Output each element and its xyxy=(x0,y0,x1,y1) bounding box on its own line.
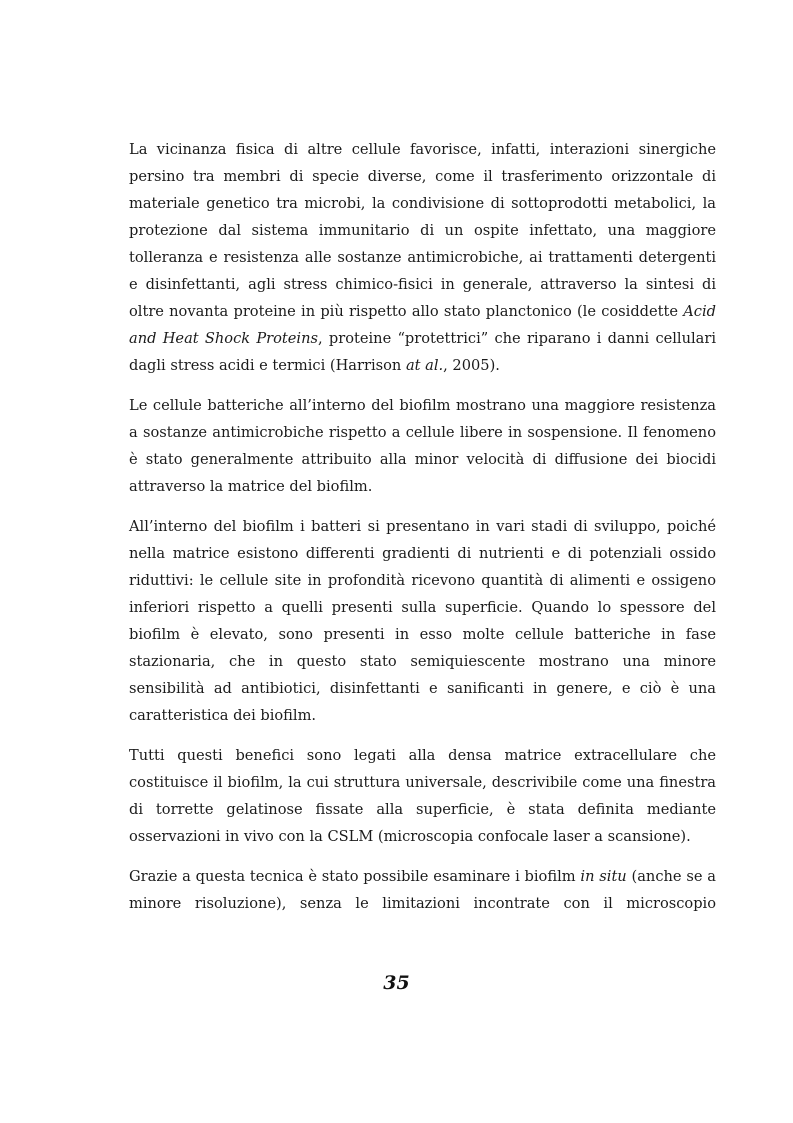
body-text: Le cellule batteriche all’interno del biofilm mostrano una maggiore resistenza a sostanze antimicrobiche rispetto a cellule libere in sospensione. Il fenomeno è stato generalmente attribuito alla minor velocità di diffusione dei biocidi attraverso la matrice del biofilm. xyxy=(129,397,716,495)
body-text: Grazie a questa tecnica è stato possibile esaminare i biofilm xyxy=(129,868,581,885)
italic-text: in situ xyxy=(580,868,627,885)
paragraph-1 xyxy=(129,136,716,379)
italic-text: Acid and Heat Shock Proteins xyxy=(129,303,716,347)
page-number: 35 xyxy=(383,972,410,994)
body-text: Tutti questi benefici sono legati alla densa matrice extracellulare che costituisce il biofilm, la cui struttura universale, descrivibile come una finestra di torrette gelatinose fissate alla superficie, è stata definita mediante osservazioni in vivo con la CSLM (microscopia confocale laser a scansione). xyxy=(129,747,716,845)
paragraph-4 xyxy=(129,742,716,850)
body-text: All’interno del biofilm i batteri si presentano in vari stadi di sviluppo, poiché nella matrice esistono differenti gradienti di nutrienti e di potenziali ossido riduttivi: le cellule site in profondità ricevono quantità di alimenti e ossigeno inferiori rispetto a quelli presenti sulla superficie. Quando lo spessore del biofilm è elevato, sono presenti in esso molte cellule batteriche in fase stazionaria, che in questo stato semiquiescente mostrano una minore sensibilità ad antibiotici, disinfettanti e sanificanti in genere, e ciò è una caratteristica dei biofilm. xyxy=(129,518,716,724)
body-text: , 2005). xyxy=(443,357,500,374)
page-body xyxy=(129,136,716,930)
paragraph-2 xyxy=(129,392,716,500)
body-text: , proteine “protettrici” che riparano i danni cellulari dagli stress acidi e termici (Harrison xyxy=(129,330,717,374)
paragraph-5 xyxy=(129,863,716,917)
paragraph-3 xyxy=(129,513,716,729)
italic-text: at al. xyxy=(405,357,444,374)
body-text: La vicinanza fisica di altre cellule favorisce, infatti, interazioni sinergiche persino tra membri di specie diverse, come il trasferimento orizzontale di materiale genetico tra microbi, la condivisione di sottoprodotti metabolici, la protezione dal sistema immunitario di un ospite infettato, una maggiore tolleranza e resistenza alle sostanze antimicrobiche, ai trattamenti detergenti e disinfettanti, agli stress chimico-fisici in generale, attraverso la sintesi di oltre novanta proteine in più rispetto allo stato planctonico (le cosiddette xyxy=(129,141,716,320)
body-text: (anche se a minore risoluzione), senza le limitazioni incontrate con il microscopio xyxy=(129,868,716,912)
